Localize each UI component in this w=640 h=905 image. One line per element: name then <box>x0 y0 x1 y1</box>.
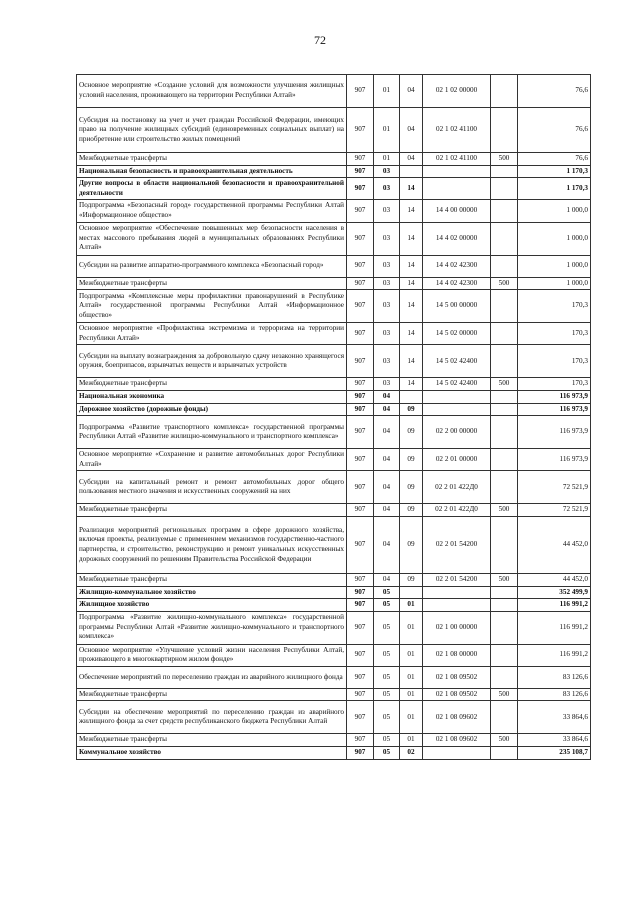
ved-code-cell: 907 <box>347 611 374 644</box>
section-code-cell: 03 <box>374 290 400 323</box>
expense-type-cell <box>491 345 518 378</box>
subsection-code-cell: 14 <box>400 290 423 323</box>
ved-code-cell: 907 <box>347 178 374 200</box>
row-name-cell: Подпрограмма «Безопасный город» государственной программы Республики Алтай «Информационное общество» <box>77 200 347 222</box>
expense-type-cell <box>491 449 518 471</box>
section-code-cell: 05 <box>374 666 400 688</box>
ved-code-cell: 907 <box>347 153 374 166</box>
subsection-code-cell: 09 <box>400 504 423 517</box>
section-code-cell: 05 <box>374 599 400 612</box>
subsection-code-cell: 04 <box>400 75 423 108</box>
section-code-cell: 05 <box>374 644 400 666</box>
page-number: 72 <box>314 33 326 47</box>
ved-code-cell: 907 <box>347 701 374 734</box>
target-article-cell: 02 2 01 00000 <box>423 449 491 471</box>
amount-cell: 116 991,2 <box>518 644 591 666</box>
expense-type-cell <box>491 390 518 403</box>
section-code-cell: 03 <box>374 200 400 222</box>
ved-code-cell: 907 <box>347 586 374 599</box>
row-name-cell: Межбюджетные трансферты <box>77 734 347 747</box>
section-code-cell: 03 <box>374 178 400 200</box>
ved-code-cell: 907 <box>347 573 374 586</box>
section-code-cell: 05 <box>374 586 400 599</box>
expense-type-cell <box>491 108 518 153</box>
ved-code-cell: 907 <box>347 200 374 222</box>
table-row <box>77 290 591 323</box>
row-name-cell: Основное мероприятие «Обеспечение повышенных мер безопасности населения в местах массового пребывания людей в муниципальных образованиях Республики Алтай» <box>77 222 347 255</box>
subsection-code-cell <box>400 390 423 403</box>
ved-code-cell: 907 <box>347 390 374 403</box>
subsection-code-cell: 09 <box>400 416 423 449</box>
amount-cell: 116 973,9 <box>518 449 591 471</box>
section-code-cell: 04 <box>374 516 400 573</box>
subsection-code-cell: 01 <box>400 644 423 666</box>
amount-cell: 33 864,6 <box>518 701 591 734</box>
table-row <box>77 734 591 747</box>
expense-type-cell: 500 <box>491 504 518 517</box>
table-row <box>77 108 591 153</box>
table-row <box>77 165 591 178</box>
subsection-code-cell: 01 <box>400 701 423 734</box>
table-row <box>77 390 591 403</box>
table-row <box>77 222 591 255</box>
row-name-cell: Национальная безопасность и правоохранительная деятельность <box>77 165 347 178</box>
target-article-cell: 14 4 02 00000 <box>423 222 491 255</box>
ved-code-cell: 907 <box>347 222 374 255</box>
amount-cell: 76,6 <box>518 75 591 108</box>
subsection-code-cell: 14 <box>400 222 423 255</box>
target-article-cell: 02 1 08 00000 <box>423 644 491 666</box>
target-article-cell: 02 1 02 00000 <box>423 75 491 108</box>
expense-type-cell: 500 <box>491 153 518 166</box>
target-article-cell: 02 1 08 09602 <box>423 734 491 747</box>
row-name-cell: Жилищное хозяйство <box>77 599 347 612</box>
subsection-code-cell: 01 <box>400 688 423 701</box>
expense-type-cell <box>491 323 518 345</box>
expense-type-cell <box>491 255 518 277</box>
section-code-cell: 03 <box>374 277 400 290</box>
section-code-cell: 05 <box>374 611 400 644</box>
expense-type-cell <box>491 165 518 178</box>
section-code-cell: 04 <box>374 403 400 416</box>
expense-type-cell <box>491 416 518 449</box>
table-row <box>77 153 591 166</box>
ved-code-cell: 907 <box>347 688 374 701</box>
section-code-cell: 03 <box>374 378 400 391</box>
expense-type-cell <box>491 666 518 688</box>
expense-type-cell <box>491 403 518 416</box>
subsection-code-cell: 01 <box>400 666 423 688</box>
section-code-cell: 04 <box>374 449 400 471</box>
subsection-code-cell: 01 <box>400 599 423 612</box>
amount-cell: 170,3 <box>518 290 591 323</box>
amount-cell: 116 991,2 <box>518 599 591 612</box>
row-name-cell: Другие вопросы в области национальной безопасности и правоохранительной деятельности <box>77 178 347 200</box>
table-row <box>77 504 591 517</box>
expense-type-cell <box>491 222 518 255</box>
row-name-cell: Основное мероприятие «Сохранение и развитие автомобильных дорог Республики Алтай» <box>77 449 347 471</box>
amount-cell: 83 126,6 <box>518 688 591 701</box>
table-row <box>77 75 591 108</box>
ved-code-cell: 907 <box>347 255 374 277</box>
row-name-cell: Субсидия на постановку на учет и учет граждан Российской Федерации, имеющих право на получение жилищных субсидий (единовременных социальных выплат) на приобретение или строительство жилых помещений <box>77 108 347 153</box>
expense-type-cell <box>491 471 518 504</box>
target-article-cell: 02 2 01 54200 <box>423 573 491 586</box>
target-article-cell: 02 2 01 422Д0 <box>423 471 491 504</box>
row-name-cell: Межбюджетные трансферты <box>77 378 347 391</box>
table-row <box>77 200 591 222</box>
subsection-code-cell: 04 <box>400 108 423 153</box>
table-row <box>77 599 591 612</box>
expense-type-cell: 500 <box>491 688 518 701</box>
subsection-code-cell: 01 <box>400 611 423 644</box>
row-name-cell: Субсидии на выплату вознаграждения за добровольную сдачу незаконно хранящегося оружия, боеприпасов, взрывчатых веществ и взрывчатых устройств <box>77 345 347 378</box>
expense-type-cell <box>491 747 518 760</box>
target-article-cell: 02 1 08 09602 <box>423 701 491 734</box>
ved-code-cell: 907 <box>347 644 374 666</box>
budget-table <box>76 74 591 760</box>
expense-type-cell: 500 <box>491 378 518 391</box>
table-row <box>77 471 591 504</box>
table-body <box>77 75 591 760</box>
amount-cell: 83 126,6 <box>518 666 591 688</box>
expense-type-cell <box>491 290 518 323</box>
amount-cell: 72 521,9 <box>518 504 591 517</box>
amount-cell: 76,6 <box>518 153 591 166</box>
row-name-cell: Субсидии на капитальный ремонт и ремонт автомобильных дорог общего пользования местного значения и искусственных сооружений на них <box>77 471 347 504</box>
table-row <box>77 255 591 277</box>
expense-type-cell <box>491 178 518 200</box>
target-article-cell: 02 2 01 54200 <box>423 516 491 573</box>
amount-cell: 1 000,0 <box>518 277 591 290</box>
row-name-cell: Подпрограмма «Комплексные меры профилактики правонарушений в Республике Алтай» государственной программы Республики Алтай «Информационное общество» <box>77 290 347 323</box>
target-article-cell <box>423 403 491 416</box>
amount-cell: 44 452,0 <box>518 516 591 573</box>
amount-cell: 1 000,0 <box>518 255 591 277</box>
amount-cell: 44 452,0 <box>518 573 591 586</box>
section-code-cell: 04 <box>374 471 400 504</box>
subsection-code-cell: 09 <box>400 516 423 573</box>
target-article-cell: 02 1 02 41100 <box>423 153 491 166</box>
table-row <box>77 688 591 701</box>
table-row <box>77 449 591 471</box>
expense-type-cell <box>491 599 518 612</box>
subsection-code-cell <box>400 586 423 599</box>
table-row <box>77 323 591 345</box>
ved-code-cell: 907 <box>347 747 374 760</box>
subsection-code-cell: 09 <box>400 573 423 586</box>
expense-type-cell <box>491 644 518 666</box>
table-row <box>77 644 591 666</box>
table-row <box>77 573 591 586</box>
amount-cell: 170,3 <box>518 345 591 378</box>
target-article-cell <box>423 586 491 599</box>
target-article-cell <box>423 165 491 178</box>
table-row <box>77 416 591 449</box>
row-name-cell: Подпрограмма «Развитие жилищно-коммунального комплекса» государственной программы Республики Алтай «Развитие жилищно-коммунального и транспортного комплекса» <box>77 611 347 644</box>
amount-cell: 1 000,0 <box>518 222 591 255</box>
row-name-cell: Основное мероприятие «Профилактика экстремизма и терроризма на территории Республики Алтай» <box>77 323 347 345</box>
amount-cell: 116 973,9 <box>518 390 591 403</box>
section-code-cell: 04 <box>374 390 400 403</box>
ved-code-cell: 907 <box>347 599 374 612</box>
row-name-cell: Жилищно-коммунальное хозяйство <box>77 586 347 599</box>
ved-code-cell: 907 <box>347 345 374 378</box>
target-article-cell: 02 1 00 00000 <box>423 611 491 644</box>
subsection-code-cell: 09 <box>400 471 423 504</box>
table-row <box>77 611 591 644</box>
section-code-cell: 05 <box>374 747 400 760</box>
subsection-code-cell: 01 <box>400 734 423 747</box>
ved-code-cell: 907 <box>347 734 374 747</box>
section-code-cell: 03 <box>374 222 400 255</box>
section-code-cell: 04 <box>374 504 400 517</box>
ved-code-cell: 907 <box>347 75 374 108</box>
table-row <box>77 666 591 688</box>
table-row <box>77 345 591 378</box>
amount-cell: 170,3 <box>518 378 591 391</box>
amount-cell: 116 991,2 <box>518 611 591 644</box>
subsection-code-cell <box>400 165 423 178</box>
target-article-cell <box>423 599 491 612</box>
subsection-code-cell: 09 <box>400 449 423 471</box>
expense-type-cell <box>491 516 518 573</box>
target-article-cell: 02 2 00 00000 <box>423 416 491 449</box>
row-name-cell: Обеспечение мероприятий по переселению граждан из аварийного жилищного фонда <box>77 666 347 688</box>
expense-type-cell <box>491 75 518 108</box>
subsection-code-cell: 14 <box>400 178 423 200</box>
section-code-cell: 03 <box>374 165 400 178</box>
row-name-cell: Межбюджетные трансферты <box>77 504 347 517</box>
row-name-cell: Межбюджетные трансферты <box>77 153 347 166</box>
target-article-cell: 14 5 02 42400 <box>423 378 491 391</box>
table-row <box>77 378 591 391</box>
table-row <box>77 178 591 200</box>
row-name-cell: Субсидии на обеспечение мероприятий по переселению граждан из аварийного жилищного фонда за счет средств республиканского бюджета Республики Алтай <box>77 701 347 734</box>
subsection-code-cell: 14 <box>400 378 423 391</box>
amount-cell: 116 973,9 <box>518 403 591 416</box>
expense-type-cell <box>491 586 518 599</box>
ved-code-cell: 907 <box>347 290 374 323</box>
subsection-code-cell: 14 <box>400 277 423 290</box>
ved-code-cell: 907 <box>347 449 374 471</box>
target-article-cell: 02 1 08 09502 <box>423 666 491 688</box>
amount-cell: 76,6 <box>518 108 591 153</box>
row-name-cell: Межбюджетные трансферты <box>77 688 347 701</box>
row-name-cell: Основное мероприятие «Создание условий для возможности улучшения жилищных условий населения, проживающего на территории Республики Алтай» <box>77 75 347 108</box>
table-row <box>77 403 591 416</box>
row-name-cell: Коммунальное хозяйство <box>77 747 347 760</box>
ved-code-cell: 907 <box>347 416 374 449</box>
subsection-code-cell: 14 <box>400 200 423 222</box>
amount-cell: 116 973,9 <box>518 416 591 449</box>
table-row <box>77 586 591 599</box>
target-article-cell <box>423 178 491 200</box>
expense-type-cell: 500 <box>491 734 518 747</box>
subsection-code-cell: 04 <box>400 153 423 166</box>
amount-cell: 33 864,6 <box>518 734 591 747</box>
table-row <box>77 277 591 290</box>
expense-type-cell: 500 <box>491 573 518 586</box>
expense-type-cell <box>491 611 518 644</box>
ved-code-cell: 907 <box>347 277 374 290</box>
ved-code-cell: 907 <box>347 108 374 153</box>
section-code-cell: 05 <box>374 688 400 701</box>
amount-cell: 170,3 <box>518 323 591 345</box>
target-article-cell: 14 5 00 00000 <box>423 290 491 323</box>
amount-cell: 1 170,3 <box>518 178 591 200</box>
subsection-code-cell: 02 <box>400 747 423 760</box>
expense-type-cell <box>491 200 518 222</box>
section-code-cell: 03 <box>374 345 400 378</box>
ved-code-cell: 907 <box>347 516 374 573</box>
ved-code-cell: 907 <box>347 165 374 178</box>
section-code-cell: 05 <box>374 734 400 747</box>
target-article-cell: 02 1 08 09502 <box>423 688 491 701</box>
section-code-cell: 01 <box>374 75 400 108</box>
ved-code-cell: 907 <box>347 403 374 416</box>
ved-code-cell: 907 <box>347 471 374 504</box>
amount-cell: 352 499,9 <box>518 586 591 599</box>
amount-cell: 1 000,0 <box>518 200 591 222</box>
ved-code-cell: 907 <box>347 504 374 517</box>
subsection-code-cell: 14 <box>400 255 423 277</box>
row-name-cell: Национальная экономика <box>77 390 347 403</box>
table-row <box>77 747 591 760</box>
target-article-cell: 14 4 02 42300 <box>423 277 491 290</box>
table-row <box>77 516 591 573</box>
target-article-cell: 02 1 02 41100 <box>423 108 491 153</box>
section-code-cell: 05 <box>374 701 400 734</box>
amount-cell: 1 170,3 <box>518 165 591 178</box>
row-name-cell: Межбюджетные трансферты <box>77 573 347 586</box>
row-name-cell: Основное мероприятие «Улучшение условий жизни населения Республики Алтай, проживающего в многоквартирном жилом фонде» <box>77 644 347 666</box>
section-code-cell: 01 <box>374 108 400 153</box>
row-name-cell: Дорожное хозяйство (дорожные фонды) <box>77 403 347 416</box>
ved-code-cell: 907 <box>347 378 374 391</box>
row-name-cell: Подпрограмма «Развитие транспортного комплекса» государственной программы Республики Алтай «Развитие жилищно-коммунального и транспортного комплекса» <box>77 416 347 449</box>
row-name-cell: Субсидии на развитие аппаратно-программного комплекса «Безопасный город» <box>77 255 347 277</box>
subsection-code-cell: 14 <box>400 345 423 378</box>
amount-cell: 235 108,7 <box>518 747 591 760</box>
expense-type-cell <box>491 701 518 734</box>
subsection-code-cell: 09 <box>400 403 423 416</box>
section-code-cell: 03 <box>374 323 400 345</box>
target-article-cell: 14 5 02 42400 <box>423 345 491 378</box>
target-article-cell <box>423 747 491 760</box>
ved-code-cell: 907 <box>347 323 374 345</box>
section-code-cell: 03 <box>374 255 400 277</box>
target-article-cell: 14 5 02 00000 <box>423 323 491 345</box>
section-code-cell: 04 <box>374 416 400 449</box>
expense-type-cell: 500 <box>491 277 518 290</box>
target-article-cell: 14 4 00 00000 <box>423 200 491 222</box>
section-code-cell: 04 <box>374 573 400 586</box>
target-article-cell: 14 4 02 42300 <box>423 255 491 277</box>
subsection-code-cell: 14 <box>400 323 423 345</box>
target-article-cell <box>423 390 491 403</box>
target-article-cell: 02 2 01 422Д0 <box>423 504 491 517</box>
ved-code-cell: 907 <box>347 666 374 688</box>
table-row <box>77 701 591 734</box>
row-name-cell: Реализация мероприятий региональных программ в сфере дорожного хозяйства, включая проекты, реализуемые с применением механизмов государственно-частного партнерства, и строительство, реконструкцию и ремонт уникальных искусственных дорожных сооружений по решениям Правительства Российской Федерации <box>77 516 347 573</box>
amount-cell: 72 521,9 <box>518 471 591 504</box>
section-code-cell: 01 <box>374 153 400 166</box>
row-name-cell: Межбюджетные трансферты <box>77 277 347 290</box>
